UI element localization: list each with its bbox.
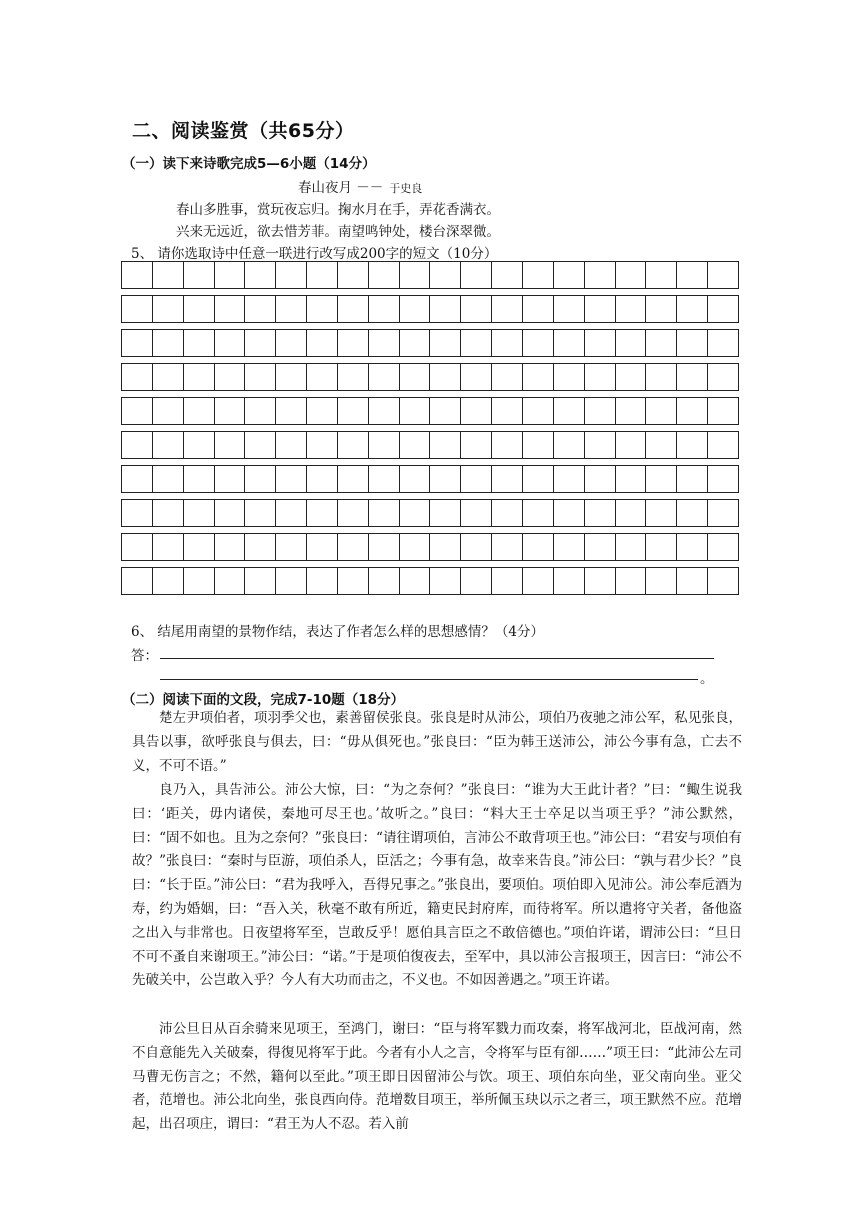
grid-cell[interactable] (677, 296, 708, 322)
grid-cell[interactable] (369, 466, 400, 492)
grid-cell[interactable] (369, 568, 400, 594)
poetry-heading: （一）读下来诗歌完成5—6小题（14分） (122, 156, 376, 172)
grid-cell[interactable] (708, 568, 738, 594)
grid-cell[interactable] (616, 500, 647, 526)
grid-cell[interactable] (307, 568, 338, 594)
grid-cell[interactable] (461, 432, 492, 458)
grid-cell[interactable] (523, 330, 554, 356)
grid-cell[interactable] (554, 296, 585, 322)
grid-cell[interactable] (677, 568, 708, 594)
grid-cell[interactable] (430, 398, 461, 424)
grid-cell[interactable] (215, 262, 246, 288)
grid-cell[interactable] (523, 432, 554, 458)
grid-cell[interactable] (184, 398, 215, 424)
grid-cell[interactable] (153, 398, 184, 424)
grid-cell[interactable] (369, 364, 400, 390)
grid-cell[interactable] (523, 500, 554, 526)
grid-cell[interactable] (554, 432, 585, 458)
grid-cell[interactable] (400, 296, 431, 322)
grid-cell[interactable] (430, 432, 461, 458)
grid-cell[interactable] (554, 534, 585, 560)
grid-cell[interactable] (153, 466, 184, 492)
grid-cell[interactable] (153, 568, 184, 594)
grid-cell[interactable] (215, 466, 246, 492)
grid-cell[interactable] (677, 466, 708, 492)
poem-line-2: 兴来无远近，欲去惜芳菲。南望鸣钟处，楼台深翠微。 (176, 224, 500, 240)
grid-row (121, 261, 739, 289)
grid-cell[interactable] (646, 432, 677, 458)
grid-cell[interactable] (616, 534, 647, 560)
grid-cell[interactable] (215, 330, 246, 356)
grid-cell[interactable] (245, 432, 276, 458)
grid-cell[interactable] (461, 500, 492, 526)
grid-cell[interactable] (122, 534, 153, 560)
grid-cell[interactable] (307, 466, 338, 492)
grid-cell[interactable] (122, 500, 153, 526)
grid-cell[interactable] (585, 500, 616, 526)
grid-cell[interactable] (184, 432, 215, 458)
grid-cell[interactable] (338, 296, 369, 322)
grid-cell[interactable] (616, 262, 647, 288)
grid-cell[interactable] (122, 568, 153, 594)
grid-cell[interactable] (245, 534, 276, 560)
grid-cell[interactable] (122, 432, 153, 458)
grid-cell[interactable] (523, 534, 554, 560)
grid-cell[interactable] (400, 262, 431, 288)
grid-cell[interactable] (677, 398, 708, 424)
grid-row (121, 397, 739, 425)
grid-cell[interactable] (400, 500, 431, 526)
grid-cell[interactable] (646, 568, 677, 594)
grid-cell[interactable] (430, 262, 461, 288)
poem-title-line (298, 176, 422, 196)
grid-cell[interactable] (492, 466, 523, 492)
grid-cell[interactable] (585, 330, 616, 356)
prose-paragraph-2: 良乃入，具告沛公。沛公大惊，曰：“为之奈何？”张良曰：“谁为大王此计者？”曰：“鲰生说我曰：‘距关，毋内诸侯，秦地可尽王也。’故听之。”良曰：“料大王士卒足以当项王乎？”沛公默然，曰：“固不如也。且为之奈何？”张良曰：“请往谓项伯，言沛公不敢背项王也。”沛公曰：“君安与项伯有故？”张良曰：“秦时与臣游，项伯杀人，臣活之；今事有急，故幸来告良。”沛公曰：“孰与君少长？”良曰：“长于臣。”沛公曰：“君为我呼入，吾得兄事之。”张良出，要项伯。项伯即入见沛公。沛公奉卮酒为寿，约为婚姻，曰：“吾入关，秋毫不敢有所近，籍吏民封府库，而待将军。所以遣将守关者，备他盗之出入与非常也。日夜望将军至，岂敢反乎！愿伯具言臣之不敢倍德也。”项伯许诺，谓沛公曰：“旦日不可不蚤自来谢项王。”沛公曰：“诺。”于是项伯復夜去，至军中，具以沛公言报项王，因言曰：“沛公不先破关中，公岂敢入乎？今人有大功而击之，不义也。不如因善遇之。”项王许诺。 (132, 782, 742, 989)
grid-cell[interactable] (430, 364, 461, 390)
grid-cell[interactable] (646, 296, 677, 322)
grid-cell[interactable] (338, 466, 369, 492)
grid-cell[interactable] (646, 330, 677, 356)
grid-cell[interactable] (554, 466, 585, 492)
grid-cell[interactable] (338, 398, 369, 424)
grid-cell[interactable] (369, 432, 400, 458)
grid-cell[interactable] (245, 330, 276, 356)
grid-cell[interactable] (307, 296, 338, 322)
grid-cell[interactable] (400, 330, 431, 356)
prose-heading: （二）阅读下面的文段，完成7-10题（18分） (122, 692, 405, 708)
prose-paragraph-3: 沛公旦日从百余骑来见项王，至鸿门，谢曰：“臣与将军戮力而攻秦，将军战河北，臣战河南，然不自意能先入关破秦，得復见将军于此。今者有小人之言，令将军与臣有卻……”项王曰：“此沛公左司马曹无伤言之；不然，籍何以至此。”项王即日因留沛公与饮。项王、项伯东向坐，亚父南向坐。亚父者，范增也。沛公北向坐，张良西向侍。范增数目项王，举所佩玉玦以示之者三，项王默然不应。范增起，出召项庄，谓曰：“君王为人不忍。若入前 (132, 1021, 742, 1133)
grid-cell[interactable] (554, 364, 585, 390)
grid-cell[interactable] (276, 534, 307, 560)
grid-row (121, 533, 739, 561)
grid-cell[interactable] (708, 466, 738, 492)
grid-row (121, 329, 739, 357)
grid-cell[interactable] (122, 262, 153, 288)
grid-cell[interactable] (677, 262, 708, 288)
grid-cell[interactable] (307, 534, 338, 560)
grid-cell[interactable] (307, 364, 338, 390)
grid-cell[interactable] (523, 398, 554, 424)
grid-cell[interactable] (708, 534, 738, 560)
prose-paragraph-1: 楚左尹项伯者，项羽季父也，素善留侯张良。张良是时从沛公，项伯乃夜驰之沛公军，私见张良，具告以事，欲呼张良与俱去，曰：“毋从俱死也。”张良曰：“臣为韩王送沛公，沛公今事有急，亡去不义，不可不语。” (132, 710, 742, 774)
question-6: 6、 结尾用南望的景物作结，表达了作者怎么样的思想感情？（4分） (131, 624, 544, 640)
grid-cell[interactable] (616, 364, 647, 390)
grid-cell[interactable] (492, 500, 523, 526)
grid-cell[interactable] (369, 330, 400, 356)
grid-cell[interactable] (461, 534, 492, 560)
grid-cell[interactable] (122, 398, 153, 424)
grid-cell[interactable] (307, 262, 338, 288)
grid-cell[interactable] (245, 568, 276, 594)
grid-cell[interactable] (585, 432, 616, 458)
answer-end-mark: 。 (700, 671, 714, 687)
grid-cell[interactable] (215, 432, 246, 458)
grid-cell[interactable] (369, 534, 400, 560)
grid-cell[interactable] (153, 534, 184, 560)
grid-cell[interactable] (184, 568, 215, 594)
grid-cell[interactable] (400, 534, 431, 560)
grid-cell[interactable] (215, 534, 246, 560)
grid-cell[interactable] (184, 262, 215, 288)
grid-cell[interactable] (708, 364, 738, 390)
grid-cell[interactable] (276, 296, 307, 322)
grid-cell[interactable] (523, 296, 554, 322)
grid-cell[interactable] (245, 364, 276, 390)
grid-cell[interactable] (184, 330, 215, 356)
poem-line-1: 春山多胜事，赏玩夜忘归。掬水月在手，弄花香满衣。 (176, 202, 500, 218)
grid-cell[interactable] (461, 364, 492, 390)
grid-cell[interactable] (523, 466, 554, 492)
writing-grid[interactable] (121, 261, 739, 601)
grid-cell[interactable] (523, 262, 554, 288)
grid-cell[interactable] (492, 330, 523, 356)
poem-author: 于史良 (389, 182, 423, 195)
grid-cell[interactable] (677, 500, 708, 526)
grid-cell[interactable] (400, 398, 431, 424)
grid-cell[interactable] (492, 262, 523, 288)
grid-cell[interactable] (677, 534, 708, 560)
grid-cell[interactable] (276, 398, 307, 424)
grid-cell[interactable] (554, 568, 585, 594)
grid-cell[interactable] (153, 262, 184, 288)
grid-cell[interactable] (585, 296, 616, 322)
grid-cell[interactable] (153, 296, 184, 322)
section-title: 二、阅读鉴赏（共65分） (132, 120, 355, 142)
grid-cell[interactable] (369, 398, 400, 424)
grid-cell[interactable] (122, 364, 153, 390)
answer-line-2[interactable] (160, 679, 698, 680)
grid-cell[interactable] (646, 262, 677, 288)
grid-cell[interactable] (430, 466, 461, 492)
grid-cell[interactable] (276, 568, 307, 594)
grid-cell[interactable] (338, 364, 369, 390)
grid-cell[interactable] (245, 262, 276, 288)
grid-cell[interactable] (616, 466, 647, 492)
grid-cell[interactable] (646, 466, 677, 492)
grid-cell[interactable] (677, 432, 708, 458)
grid-row (121, 363, 739, 391)
grid-cell[interactable] (616, 398, 647, 424)
grid-cell[interactable] (338, 330, 369, 356)
grid-cell[interactable] (554, 500, 585, 526)
grid-cell[interactable] (585, 466, 616, 492)
grid-cell[interactable] (646, 500, 677, 526)
grid-cell[interactable] (492, 296, 523, 322)
grid-cell[interactable] (616, 432, 647, 458)
grid-cell[interactable] (153, 364, 184, 390)
grid-cell[interactable] (492, 568, 523, 594)
grid-cell[interactable] (400, 364, 431, 390)
grid-cell[interactable] (430, 296, 461, 322)
grid-cell[interactable] (369, 500, 400, 526)
grid-cell[interactable] (646, 534, 677, 560)
grid-cell[interactable] (523, 364, 554, 390)
grid-cell[interactable] (616, 330, 647, 356)
grid-cell[interactable] (307, 398, 338, 424)
grid-cell[interactable] (184, 296, 215, 322)
grid-cell[interactable] (400, 568, 431, 594)
grid-cell[interactable] (276, 432, 307, 458)
grid-cell[interactable] (677, 364, 708, 390)
grid-cell[interactable] (461, 398, 492, 424)
grid-cell[interactable] (585, 534, 616, 560)
grid-cell[interactable] (184, 534, 215, 560)
grid-cell[interactable] (585, 262, 616, 288)
grid-cell[interactable] (215, 398, 246, 424)
grid-cell[interactable] (338, 262, 369, 288)
grid-cell[interactable] (430, 534, 461, 560)
grid-cell[interactable] (338, 568, 369, 594)
grid-cell[interactable] (122, 330, 153, 356)
grid-cell[interactable] (430, 330, 461, 356)
grid-cell[interactable] (523, 568, 554, 594)
grid-cell[interactable] (461, 296, 492, 322)
answer-line-1[interactable] (160, 658, 714, 659)
grid-cell[interactable] (708, 330, 738, 356)
grid-cell[interactable] (184, 364, 215, 390)
grid-cell[interactable] (585, 568, 616, 594)
grid-cell[interactable] (677, 330, 708, 356)
grid-cell[interactable] (369, 296, 400, 322)
grid-cell[interactable] (585, 364, 616, 390)
grid-cell[interactable] (708, 296, 738, 322)
grid-cell[interactable] (369, 262, 400, 288)
grid-cell[interactable] (122, 296, 153, 322)
grid-cell[interactable] (276, 466, 307, 492)
grid-row (121, 499, 739, 527)
answer-label: 答： (131, 648, 158, 664)
grid-cell[interactable] (245, 398, 276, 424)
grid-cell[interactable] (585, 398, 616, 424)
grid-cell[interactable] (338, 500, 369, 526)
grid-cell[interactable] (492, 432, 523, 458)
grid-cell[interactable] (215, 500, 246, 526)
grid-cell[interactable] (215, 364, 246, 390)
grid-cell[interactable] (153, 330, 184, 356)
grid-cell[interactable] (554, 262, 585, 288)
grid-cell[interactable] (492, 398, 523, 424)
grid-cell[interactable] (461, 330, 492, 356)
grid-cell[interactable] (708, 398, 738, 424)
question-5: 5、 请你选取诗中任意一联进行改写成200字的短文（10分） (131, 246, 498, 262)
grid-cell[interactable] (708, 262, 738, 288)
grid-cell[interactable] (245, 466, 276, 492)
grid-row (121, 295, 739, 323)
grid-cell[interactable] (461, 568, 492, 594)
grid-cell[interactable] (708, 500, 738, 526)
grid-cell[interactable] (338, 534, 369, 560)
grid-cell[interactable] (276, 364, 307, 390)
grid-cell[interactable] (153, 500, 184, 526)
grid-cell[interactable] (307, 500, 338, 526)
grid-cell[interactable] (400, 432, 431, 458)
grid-cell[interactable] (400, 466, 431, 492)
grid-cell[interactable] (215, 296, 246, 322)
grid-cell[interactable] (554, 398, 585, 424)
grid-cell[interactable] (646, 398, 677, 424)
grid-cell[interactable] (307, 330, 338, 356)
grid-row (121, 431, 739, 459)
grid-cell[interactable] (461, 262, 492, 288)
grid-cell[interactable] (245, 500, 276, 526)
grid-cell[interactable] (492, 534, 523, 560)
grid-cell[interactable] (492, 364, 523, 390)
grid-cell[interactable] (307, 432, 338, 458)
grid-cell[interactable] (430, 568, 461, 594)
grid-cell[interactable] (461, 466, 492, 492)
grid-cell[interactable] (554, 330, 585, 356)
grid-cell[interactable] (245, 296, 276, 322)
grid-cell[interactable] (276, 500, 307, 526)
grid-row (121, 567, 739, 595)
grid-cell[interactable] (430, 500, 461, 526)
grid-cell[interactable] (122, 466, 153, 492)
poem-title: 春山夜月 －－ (298, 180, 384, 196)
grid-cell[interactable] (184, 500, 215, 526)
grid-cell[interactable] (184, 466, 215, 492)
grid-cell[interactable] (338, 432, 369, 458)
grid-cell[interactable] (616, 568, 647, 594)
grid-cell[interactable] (708, 432, 738, 458)
grid-cell[interactable] (153, 432, 184, 458)
grid-cell[interactable] (276, 330, 307, 356)
grid-row (121, 465, 739, 493)
grid-cell[interactable] (215, 568, 246, 594)
grid-cell[interactable] (616, 296, 647, 322)
grid-cell[interactable] (276, 262, 307, 288)
grid-cell[interactable] (646, 364, 677, 390)
